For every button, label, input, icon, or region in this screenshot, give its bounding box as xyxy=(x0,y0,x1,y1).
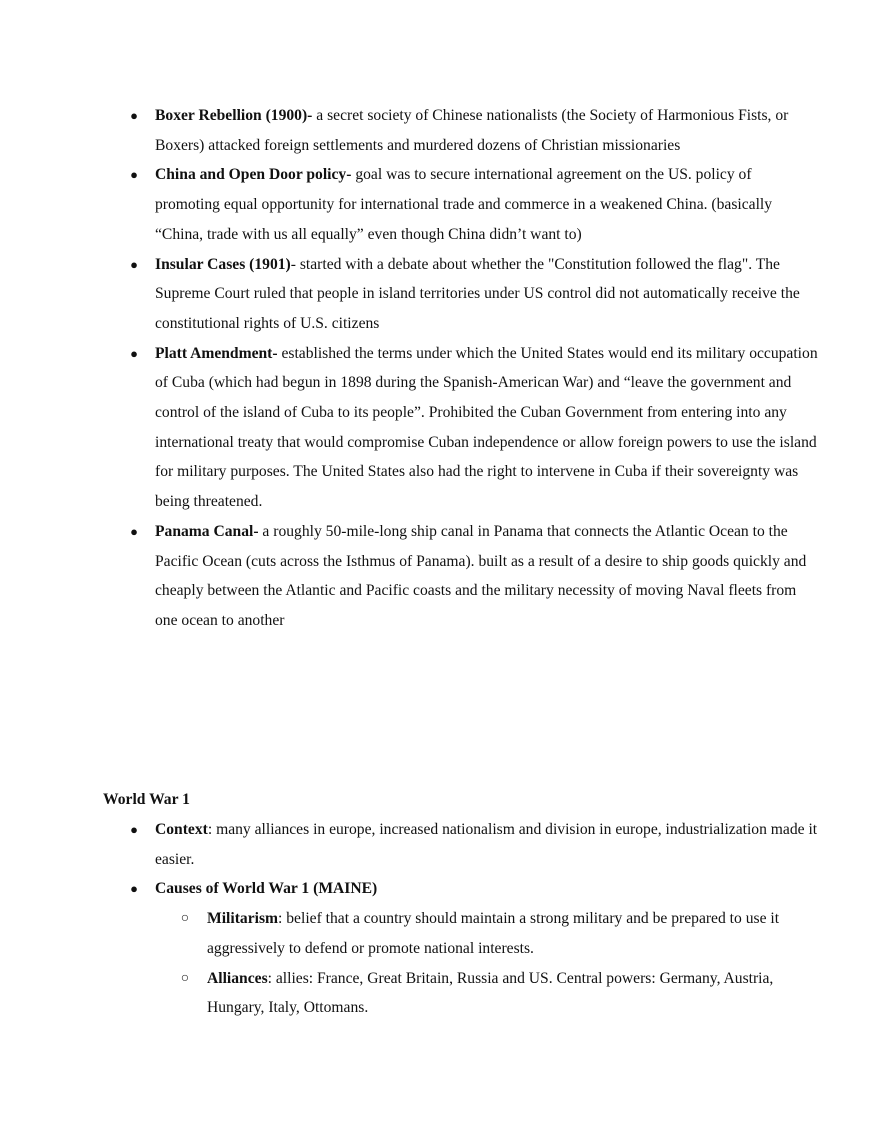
list-item-platt-amendment xyxy=(0,339,880,517)
bullet-icon: ● xyxy=(130,822,138,837)
term-heading: Context xyxy=(155,821,208,838)
bullet-icon: ● xyxy=(130,167,138,183)
list-item-panama-canal xyxy=(0,517,880,636)
bullet-icon: ● xyxy=(130,108,138,123)
section-heading-world-war-1: World War 1 xyxy=(103,791,190,808)
list-item-insular-cases xyxy=(0,250,880,339)
term-definition: : many alliances in europe, increased nationalism and division in europe, industrialization made it easier. xyxy=(155,821,818,868)
term-definition: - started with a debate about whether the "Constitution followed the flag". The Supreme Court ruled that people in island territories under US control did not automatically receive the constitutional rights of U.S. citizens xyxy=(155,255,800,332)
term-definition: : belief that a country should maintain a strong military and be prepared to use it aggressively to defend or promote national interests. xyxy=(207,910,780,957)
bullet-icon: ● xyxy=(130,345,138,361)
world-war-1-list xyxy=(0,815,880,1023)
list-item-open-door-policy xyxy=(0,160,880,249)
term-heading: Militarism xyxy=(207,910,279,928)
term-heading: Boxer Rebellion (1900)- xyxy=(155,107,313,124)
term-heading: Insular Cases (1901) xyxy=(155,255,291,273)
term-definition: a secret society of Chinese nationalists (the Society of Harmonious Fists, or Boxers) attacked foreign settlements and murdered dozens of Christian missionaries xyxy=(155,107,789,154)
list-item-boxer-rebellion xyxy=(0,101,880,160)
imperialism-term-list xyxy=(0,101,880,636)
term-heading: Platt Amendment- xyxy=(155,344,278,362)
bullet-icon: ● xyxy=(130,881,138,897)
bullet-icon: ● xyxy=(130,523,138,539)
term-heading: Alliances xyxy=(207,969,268,987)
list-item-context xyxy=(0,815,880,874)
term-definition: established the terms under which the United States would end its military occupation of Cuba (which had begun in 1898 during the Spanish-American War) and “leave the government and control of the island of Cuba to its people”. Prohibited the Cuban Government from entering into any international treaty that would compromise Cuban independence or allow foreign powers to use the island for military purposes. The United States also had the right to intervene in Cuba if their sovereignty was being threatened. xyxy=(155,344,818,511)
term-definition: : allies: France, Great Britain, Russia and US. Central powers: Germany, Austria, Hungary, Italy, Ottomans. xyxy=(207,969,774,1017)
term-heading: Panama Canal- xyxy=(155,522,259,540)
sub-item-alliances xyxy=(155,964,820,1023)
hollow-bullet-icon: ○ xyxy=(180,970,190,986)
term-definition: a roughly 50-mile-long ship canal in Panama that connects the Atlantic Ocean to the Pacific Ocean (cuts across the Isthmus of Panama). built as a result of a desire to ship goods quickly and cheaply between the Atlantic and Pacific coasts and the military necessity of moving Naval fleets from one ocean to another xyxy=(155,522,807,629)
bullet-icon: ● xyxy=(130,256,138,272)
causes-sub-list xyxy=(155,904,820,1023)
sub-item-militarism xyxy=(155,904,820,963)
list-item-causes xyxy=(0,874,880,1023)
term-heading: Causes of World War 1 (MAINE) xyxy=(155,880,378,898)
term-heading: China and Open Door policy- xyxy=(155,166,352,184)
hollow-bullet-icon: ○ xyxy=(180,911,190,927)
term-definition: goal was to secure international agreement on the US. policy of promoting equal opportunity for international trade and commerce in a weakened China. (basically “China, trade with us all equally” even though China didn’t want to) xyxy=(155,166,773,243)
